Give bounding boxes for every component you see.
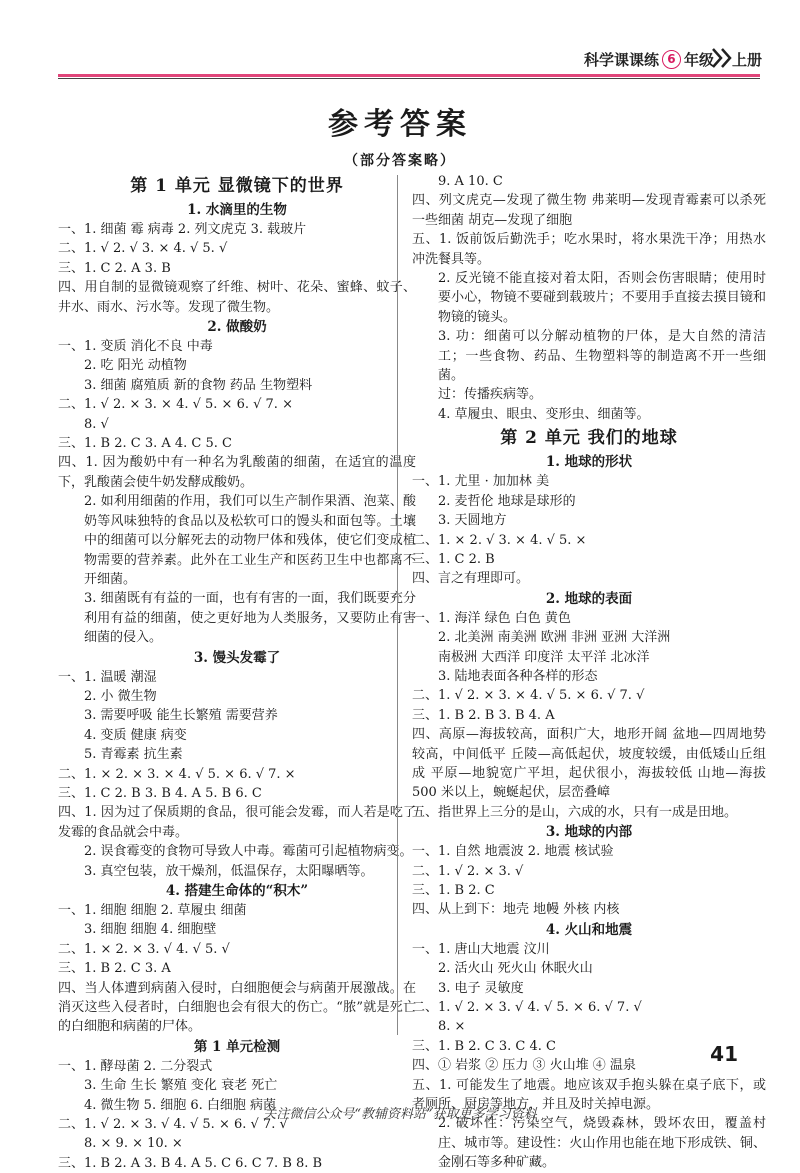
grade-badge: 6 xyxy=(662,50,681,69)
answer-line: 2. 活火山 死火山 休眠火山 xyxy=(438,961,593,977)
answer-line: 8. √ xyxy=(84,416,109,432)
lesson-title: 4. 火山和地震 xyxy=(545,921,633,938)
lesson-title: 3. 馒头发霉了 xyxy=(193,649,281,666)
answer-line: 3. 陆地表面各种各样的形态 xyxy=(438,668,598,684)
answer-line: 2. 北美洲 南美洲 欧洲 非洲 亚洲 大洋洲 xyxy=(438,630,671,646)
answer-line: 2. 破坏性：污染空气，烧毁森林，毁坏农田，覆盖村庄、城市等。建设性：火山作用也能在地下形成铁、铜、金刚石等多种矿藏。 xyxy=(438,1116,766,1171)
answer-line: 二、1. √ 2. × 3. √ 4. √ 5. × 6. √ 7. √ xyxy=(58,1117,288,1133)
answer-line: 二、1. √ 2. √ 3. × 4. √ 5. √ xyxy=(58,241,228,257)
answer-line: 一、1. 唐山大地震 汶川 xyxy=(412,941,550,957)
answer-line: 三、1. B 2. B 3. B 4. A xyxy=(412,707,555,723)
answer-line: 四、言之有理即可。 xyxy=(412,571,530,587)
answer-line: 3. 细菌 腐殖质 新的食物 药品 生物塑料 xyxy=(84,377,313,393)
header-rule-thin xyxy=(58,78,760,79)
answer-line: 四、列文虎克—发现了微生物 弗莱明—发现青霉素可以杀死一些细菌 胡克—发现了细胞 xyxy=(412,193,766,228)
answer-line: 三、1. C 2. A 3. B xyxy=(58,260,171,276)
lesson-title: 2. 做酸奶 xyxy=(207,319,267,336)
footer-note: 关注微信公众号“教辅资料站”获取更多学习资料 xyxy=(263,1107,537,1122)
answer-line: 南极洲 大西洋 印度洋 太平洋 北冰洋 xyxy=(438,649,650,665)
answer-line: 3. 真空包装，放干燥剂，低温保存，太阳曝晒等。 xyxy=(84,863,374,879)
volume-label: 上册 xyxy=(731,51,762,69)
answer-line: 五、1. 可能发生了地震。地应该双手抱头躲在桌子底下，或者厕所、厨房等地方，并且及时关掉电源。 xyxy=(412,1077,766,1113)
answer-line: 5. 青霉素 抗生素 xyxy=(84,747,183,763)
answer-line: 三、1. B 2. C xyxy=(412,883,495,898)
answer-line: 过：传播疾病等。 xyxy=(438,387,543,403)
answer-line: 三、1. B 2. C 3. C 4. C xyxy=(412,1038,556,1054)
answer-line: 一、1. 自然 地震波 2. 地震 核试验 xyxy=(412,844,614,860)
answer-line: 2. 反光镜不能直接对着太阳，否则会伤害眼睛；使用时要小心，物镜不要碰到载玻片；不要用手直接去摸目镜和物镜的镜头。 xyxy=(438,271,766,325)
answer-line: 二、1. √ 2. × 3. √ xyxy=(412,863,524,879)
answer-line: 四、1. 因为过了保质期的食品，很可能会发霉，而人若是吃了发霉的食品就会中毒。 xyxy=(58,805,416,840)
header-brand xyxy=(584,49,714,70)
answer-line: 一、1. 细菌 霉 病毒 2. 列文虎克 3. 载玻片 xyxy=(58,222,307,237)
answer-line: 8. × 9. × 10. × xyxy=(84,1136,183,1152)
answer-line: 二、1. √ 2. × 3. √ 4. √ 5. × 6. √ 7. √ xyxy=(412,1000,642,1016)
column-divider xyxy=(397,175,398,1035)
page-subtitle: （部分答案略） xyxy=(344,153,456,169)
answer-line: 二、1. × 2. √ 3. × 4. √ 5. × xyxy=(412,532,587,548)
answer-line: 二、1. √ 2. × 3. × 4. √ 5. × 6. √ 7. √ xyxy=(412,688,645,704)
answer-line: 二、1. × 2. × 3. × 4. √ 5. × 6. √ 7. × xyxy=(58,766,296,782)
left-column xyxy=(58,172,416,1173)
page-title: 参考答案 xyxy=(328,107,472,142)
answer-line: 4. 草履虫、眼虫、变形虫、细菌等。 xyxy=(438,406,650,422)
answer-line: 五、指世界上三分的是山，六成的水，只有一成是田地。 xyxy=(412,804,738,820)
answer-line: 三、1. B 2. C 3. A 4. C 5. C xyxy=(58,436,232,452)
right-column xyxy=(412,172,766,1173)
answer-line: 一、1. 变质 消化不良 中毒 xyxy=(58,339,213,355)
answer-line: 2. 如利用细菌的作用，我们可以生产制作果酒、泡菜、酸奶等风味独特的食品以及松软可口的馒头和面包等。土壤中的细菌可以分解死去的动物尸体和残体，使它们变成植物需要的营养素。此外在工业生产和医药卫生中也都离不开细菌。 xyxy=(84,494,416,587)
lesson-title: 第 1 单元检测 xyxy=(193,1038,281,1055)
answer-line: 四、1. 因为酸奶中有一种名为乳酸菌的细菌，在适宜的温度下，乳酸菌会使牛奶发酵成酸奶。 xyxy=(58,455,416,490)
unit-title: 第 1 单元 显微镜下的世界 xyxy=(130,176,344,196)
answer-line: 2. 小 微生物 xyxy=(84,688,157,704)
answer-line: 3. 天圆地方 xyxy=(438,513,507,529)
lesson-title: 1. 水滴里的生物 xyxy=(187,202,287,218)
answer-line: 一、1. 尤里 · 加加林 美 xyxy=(412,474,550,490)
answer-line: 四、高原—海拔较高，面积广大，地形开阔 盆地—四周地势较高，中间低平 丘陵—高低起伏，坡度较缓，由低矮山丘组成 平原—地貌宽广平坦，起伏很小，海拔较低 山地—海拔 500 米以上，蜿蜒起伏，层峦叠嶂 xyxy=(412,727,766,801)
answer-line: 4. 微生物 5. 细胞 6. 白细胞 病菌 xyxy=(84,1097,277,1113)
answer-line: 3. 功：细菌可以分解动植物的尸体，是大自然的清洁工；一些食物、药品、生物塑料等的制造离不开一些细菌。 xyxy=(438,329,766,384)
lesson-title: 4. 搭建生命体的“积木” xyxy=(165,883,309,899)
answer-line: 3. 细胞 细胞 4. 细胞壁 xyxy=(84,922,217,938)
answer-line: 五、1. 饭前饭后勤洗手；吃水果时，将水果洗干净；用热水冲洗餐具等。 xyxy=(412,232,766,267)
answer-line: 二、1. √ 2. × 3. × 4. √ 5. × 6. √ 7. × xyxy=(58,397,293,413)
answer-line: 三、1. C 2. B 3. B 4. A 5. B 6. C xyxy=(58,785,262,801)
answer-line: 3. 生命 生长 繁殖 变化 衰老 死亡 xyxy=(84,1078,278,1094)
unit-title: 第 2 单元 我们的地球 xyxy=(500,428,678,449)
answer-line: 三、1. B 2. A 3. B 4. A 5. C 6. C 7. B 8. B xyxy=(58,1155,323,1171)
lesson-title: 3. 地球的内部 xyxy=(545,824,633,841)
answer-line: 9. A 10. C xyxy=(438,174,503,189)
answer-line: 四、当人体遭到病菌入侵时，白细胞便会与病菌开展激战。在消灭这些入侵者时，白细胞也会有很大的伤亡。“脓”就是死亡的白细胞和病菌的尸体。 xyxy=(58,980,416,1035)
answer-line: 一、1. 细胞 细胞 2. 草履虫 细菌 xyxy=(58,903,247,918)
answer-line: 二、1. × 2. × 3. √ 4. √ 5. √ xyxy=(58,941,230,957)
answer-line: 三、1. C 2. B xyxy=(412,551,495,567)
answer-line: 3. 电子 灵敏度 xyxy=(438,980,524,996)
answer-line: 四、① 岩浆 ② 压力 ③ 火山堆 ④ 温泉 xyxy=(412,1058,636,1074)
answer-line: 一、1. 温暖 潮湿 xyxy=(58,669,157,685)
answer-line: 4. 变质 健康 病变 xyxy=(84,727,187,743)
header-rule xyxy=(58,74,760,77)
book-series-title: 科学课课练 xyxy=(583,51,659,69)
answer-line: 四、用自制的显微镜观察了纤维、树叶、花朵、蜜蜂、蚊子、井水、雨水、污水等。发现了微生物。 xyxy=(58,280,416,315)
answer-line: 3. 需要呼吸 能生长繁殖 需要营养 xyxy=(84,708,278,724)
answer-line: 一、1. 酵母菌 2. 二分裂式 xyxy=(58,1058,213,1074)
grade-label: 年级 xyxy=(683,51,714,69)
lesson-title: 1. 地球的形状 xyxy=(545,454,633,471)
answer-line: 3. 细菌既有有益的一面，也有有害的一面，我们既要充分利用有益的细菌，使之更好地为人类服务，又要防止有害细菌的侵入。 xyxy=(84,591,416,646)
answer-line: 2. 吃 阳光 动植物 xyxy=(84,358,187,374)
answer-line: 三、1. B 2. C 3. A xyxy=(58,961,171,977)
answer-line: 四、从上到下：地壳 地幔 外核 内核 xyxy=(412,902,620,918)
answer-line: 一、1. 海洋 绿色 白色 黄色 xyxy=(412,610,571,626)
lesson-title: 2. 地球的表面 xyxy=(545,590,633,607)
answer-line: 8. × xyxy=(438,1019,466,1035)
page-number: 41 xyxy=(710,1042,738,1066)
answer-line: 2. 麦哲伦 地球是球形的 xyxy=(438,493,576,509)
answer-line: 2. 误食霉变的食物可导致人中毒。霉菌可引起植物病变。 xyxy=(84,844,413,860)
